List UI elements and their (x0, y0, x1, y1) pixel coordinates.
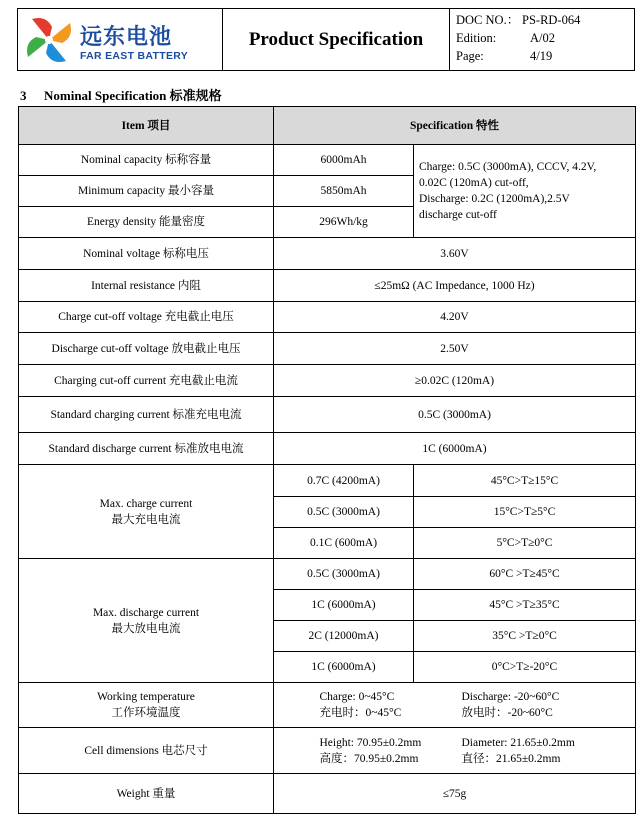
capacity-test-conditions (414, 145, 636, 238)
spec-item-value: 1C (6000mA) (274, 433, 636, 465)
table-row (19, 465, 636, 497)
document-title: Product Specification (223, 9, 450, 70)
label-cn: 最大放电电流 (111, 622, 181, 635)
table-row (19, 433, 636, 465)
spec-item-value: 0.5C (3000mA) (274, 397, 636, 433)
table-row (19, 559, 636, 590)
page-label: Page: (456, 49, 484, 63)
cell-dimensions-value (274, 728, 636, 774)
cell-dimensions-label: Cell dimensions 电芯尺寸 (19, 728, 274, 774)
discharge-temp-cn: 放电时：-20~60°C (461, 707, 553, 719)
temperature-range: 15°C>T≥5°C (414, 497, 636, 528)
nominal-capacity-label: Nominal capacity 标称容量 (19, 145, 274, 176)
table-row (19, 397, 636, 433)
table-header-row (19, 107, 636, 145)
pinwheel-logo-icon (22, 13, 76, 67)
condition-line: Charge: 0.5C (3000mA), CCCV, 4.2V, (419, 161, 597, 173)
max-discharge-current-label (19, 559, 274, 683)
spec-item-value: 4.20V (274, 302, 636, 333)
discharge-temp-en: Discharge: -20~60°C (461, 691, 560, 703)
table-row (19, 774, 636, 814)
table-row (19, 270, 636, 302)
table-row (19, 728, 636, 774)
weight-label: Weight 重量 (19, 774, 274, 814)
current-value: 1C (6000mA) (274, 652, 414, 683)
spec-item-label: Internal resistance 内阻 (19, 270, 274, 302)
temperature-range: 60°C >T≥45°C (414, 559, 636, 590)
diameter-cn: 直径：21.65±0.2mm (461, 752, 561, 765)
table-row (19, 683, 636, 728)
weight-value: ≤75g (274, 774, 636, 814)
current-value: 2C (12000mA) (274, 621, 414, 652)
energy-density-value: 296Wh/kg (274, 207, 414, 238)
logo-english-name: FAR EAST BATTERY (80, 50, 189, 62)
spec-item-value: ≤25mΩ (AC Impedance, 1000 Hz) (274, 270, 636, 302)
label-cn: 工作环境温度 (111, 707, 181, 719)
minimum-capacity-value: 5850mAh (274, 176, 414, 207)
temperature-range: 35°C >T≥0°C (414, 621, 636, 652)
current-value: 0.7C (4200mA) (274, 465, 414, 497)
spec-item-value: 3.60V (274, 238, 636, 270)
nominal-spec-table (18, 106, 636, 814)
temperature-range: 45°C>T≥15°C (414, 465, 636, 497)
spec-item-label: Charging cut-off current 充电截止电流 (19, 365, 274, 397)
spec-item-label: Nominal voltage 标称电压 (19, 238, 274, 270)
temperature-range: 5°C>T≥0°C (414, 528, 636, 559)
section-number: 3 (20, 88, 27, 103)
table-row (19, 145, 636, 176)
spec-item-label: Standard discharge current 标准放电电流 (19, 433, 274, 465)
header-item: Item 项目 (19, 107, 274, 145)
current-value: 0.5C (3000mA) (274, 497, 414, 528)
spec-item-label: Charge cut-off voltage 充电截止电压 (19, 302, 274, 333)
height-cn: 高度：70.95±0.2mm (319, 752, 419, 765)
height-en: Height: 70.95±0.2mm (319, 736, 422, 749)
table-row (19, 238, 636, 270)
working-temperature-value (274, 683, 636, 728)
label-en: Working temperature (97, 691, 195, 703)
spec-item-value: 2.50V (274, 333, 636, 365)
company-logo (18, 9, 223, 70)
temperature-range: 45°C >T≥35°C (414, 590, 636, 621)
max-charge-current-label (19, 465, 274, 559)
edition-label: Edition: (456, 31, 497, 45)
working-temperature-label (19, 683, 274, 728)
table-row (19, 365, 636, 397)
spec-item-label: Discharge cut-off voltage 放电截止电压 (19, 333, 274, 365)
spec-item-value: ≥0.02C (120mA) (274, 365, 636, 397)
minimum-capacity-label: Minimum capacity 最小容量 (19, 176, 274, 207)
label-en: Max. charge current (99, 497, 193, 510)
energy-density-label: Energy density 能量密度 (19, 207, 274, 238)
current-value: 0.5C (3000mA) (274, 559, 414, 590)
label-cn: 最大充电电流 (111, 513, 181, 526)
charge-temp-en: Charge: 0~45°C (319, 691, 395, 703)
condition-line: discharge cut-off (419, 209, 497, 221)
nominal-capacity-value: 6000mAh (274, 145, 414, 176)
current-value: 0.1C (600mA) (274, 528, 414, 559)
table-row (19, 302, 636, 333)
doc-no-label: DOC NO.： (456, 13, 520, 27)
header-spec: Specification 特性 (274, 107, 636, 145)
doc-no-value: PS-RD-064 (522, 13, 581, 27)
label-en: Max. discharge current (92, 606, 200, 619)
temperature-range: 0°C>T≥-20°C (414, 652, 636, 683)
document-header (17, 8, 635, 71)
section-title: Nominal Specification 标准规格 (44, 88, 222, 103)
edition-value: A/02 (530, 31, 555, 45)
section-heading (20, 85, 222, 104)
table-row (19, 333, 636, 365)
document-meta (450, 9, 634, 70)
condition-line: Discharge: 0.2C (1200mA),2.5V (419, 193, 570, 205)
spec-item-label: Standard charging current 标准充电电流 (19, 397, 274, 433)
condition-line: 0.02C (120mA) cut-off, (419, 177, 529, 189)
diameter-en: Diameter: 21.65±0.2mm (461, 736, 575, 749)
page-value: 4/19 (530, 49, 553, 63)
logo-chinese-name: 远东电池 (80, 25, 173, 50)
charge-temp-cn: 充电时：0~45°C (319, 707, 402, 719)
current-value: 1C (6000mA) (274, 590, 414, 621)
